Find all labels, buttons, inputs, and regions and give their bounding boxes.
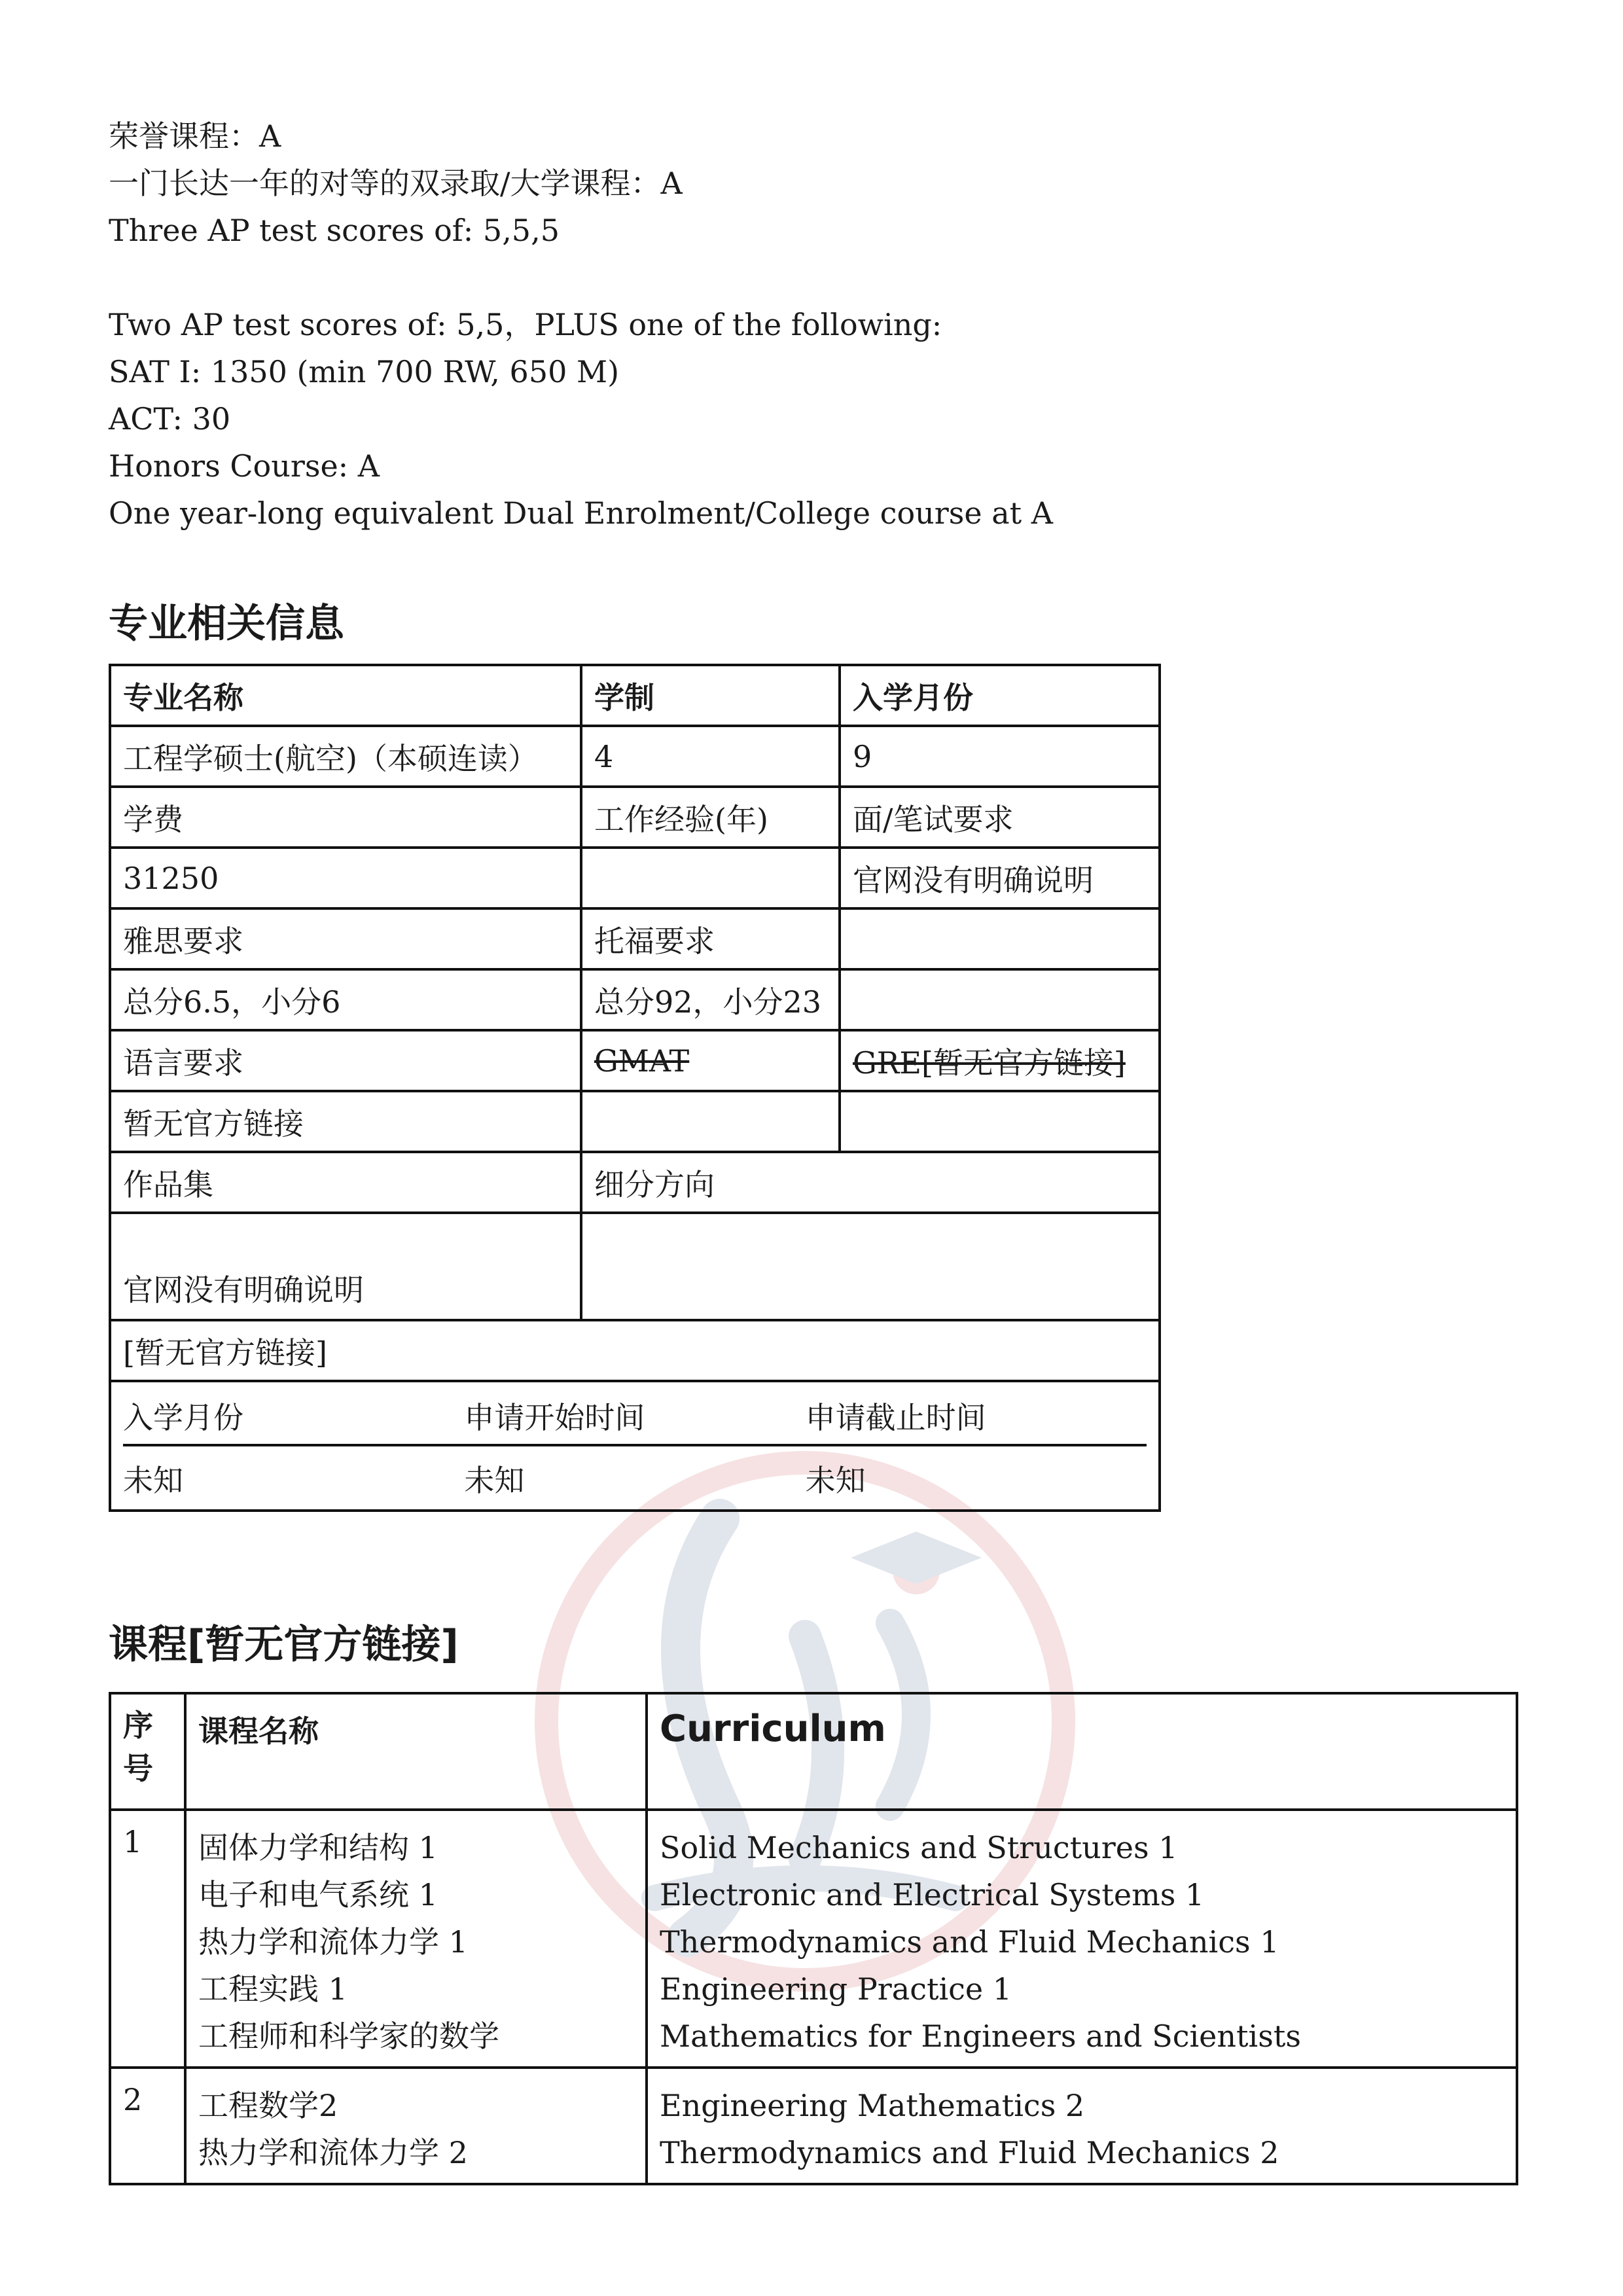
- intro-line: SAT I: 1350 (min 700 RW, 650 M): [109, 354, 620, 389]
- table-row: [110, 908, 1160, 969]
- table-row: [110, 665, 1160, 726]
- dates-header-cell: 申请截止时间: [805, 1400, 986, 1435]
- course-cn-item: 热力学和流体力学 2: [198, 2135, 468, 2170]
- table-cell: [840, 1091, 1160, 1152]
- course-cn-list: [185, 1810, 647, 2068]
- table-cell: 暂无官方链接: [110, 1091, 581, 1152]
- course-cn-item: 工程实践 1: [198, 1971, 348, 2007]
- course-en-item: Thermodynamics and Fluid Mechanics 1: [660, 1924, 1279, 1960]
- course-name-header: 课程名称: [185, 1693, 647, 1810]
- course-en-list: [647, 1810, 1517, 2068]
- table-row: [110, 1213, 1160, 1320]
- intro-line: ACT: 30: [109, 401, 231, 437]
- table-cell: 4: [581, 726, 840, 787]
- program-info-title: 专业相关信息: [109, 601, 344, 647]
- course-cn-item: 固体力学和结构 1: [198, 1830, 438, 1865]
- link-note: [暂无官方链接]: [110, 1320, 1160, 1381]
- course-no: 2: [110, 2068, 185, 2184]
- course-table: [109, 1692, 1518, 2185]
- table-header-cell: 入学月份: [840, 665, 1160, 726]
- table-row: [110, 969, 1160, 1030]
- table-cell: [581, 1091, 840, 1152]
- table-cell: 总分6.5，小分6: [110, 969, 581, 1030]
- portfolio-value: 官网没有明确说明: [110, 1213, 581, 1320]
- table-row: [110, 848, 1160, 908]
- gre-cell: GRE[暂无官方链接]: [840, 1030, 1160, 1091]
- gmat-cell: GMAT: [581, 1030, 840, 1091]
- table-row: [110, 1381, 1160, 1511]
- table-row: [110, 787, 1160, 848]
- table-cell: 官网没有明确说明: [840, 848, 1160, 908]
- portfolio-label: 作品集: [110, 1152, 581, 1213]
- dates-value-cell: 未知: [123, 1463, 183, 1498]
- course-en-item: Mathematics for Engineers and Scientists: [660, 2018, 1301, 2054]
- course-en-item: Engineering Mathematics 2: [660, 2088, 1085, 2123]
- course-en-item: Electronic and Electrical Systems 1: [660, 1877, 1205, 1912]
- table-cell: [840, 969, 1160, 1030]
- course-cn-list: [185, 2068, 647, 2184]
- table-cell: 工作经验(年): [581, 787, 840, 848]
- direction-label: 细分方向: [581, 1152, 1160, 1213]
- curriculum-header: Curriculum: [647, 1693, 1517, 1810]
- dates-header-cell: 申请开始时间: [464, 1400, 645, 1435]
- course-section-title: 课程[暂无官方链接]: [109, 1622, 459, 1668]
- table-header-cell: 学制: [581, 665, 840, 726]
- table-row: [110, 1693, 1517, 1810]
- course-no: 1: [110, 1810, 185, 2068]
- course-en-list: [647, 2068, 1517, 2184]
- table-row: [110, 1152, 1160, 1213]
- table-row: [110, 2068, 1517, 2184]
- dates-value-row: [123, 1446, 1147, 1509]
- table-row: [110, 1320, 1160, 1381]
- table-cell: 9: [840, 726, 1160, 787]
- intro-line: One year-long equivalent Dual Enrolment/College course at A: [109, 495, 1053, 531]
- table-cell: [581, 848, 840, 908]
- table-cell: 托福要求: [581, 908, 840, 969]
- dates-value-cell: 未知: [464, 1463, 525, 1498]
- intro-line: 荣誉课程：A: [109, 118, 281, 154]
- table-header-cell: 专业名称: [110, 665, 581, 726]
- course-cn-item: 热力学和流体力学 1: [198, 1924, 468, 1960]
- table-cell: 31250: [110, 848, 581, 908]
- table-row: [110, 1810, 1517, 2068]
- course-cn-item: 工程数学2: [198, 2088, 338, 2123]
- course-no-header: 序号: [110, 1693, 185, 1810]
- intro-line: Three AP test scores of: 5,5,5: [109, 213, 560, 248]
- course-cn-item: 工程师和科学家的数学: [198, 2018, 499, 2054]
- table-cell: 语言要求: [110, 1030, 581, 1091]
- intro-line: 一门长达一年的对等的双录取/大学课程：A: [109, 166, 683, 201]
- program-info-table: [109, 664, 1161, 1512]
- dates-header-row: [123, 1382, 1147, 1446]
- table-cell: [840, 908, 1160, 969]
- table-row: [110, 1091, 1160, 1152]
- course-en-item: Engineering Practice 1: [660, 1971, 1012, 2007]
- admission-requirements: [109, 113, 1053, 537]
- table-cell: 面/笔试要求: [840, 787, 1160, 848]
- table-row: [110, 1030, 1160, 1091]
- course-cn-item: 电子和电气系统 1: [198, 1877, 438, 1912]
- direction-value: [581, 1213, 1160, 1320]
- application-dates: [110, 1381, 1160, 1511]
- intro-blank-line: [109, 254, 1053, 301]
- course-en-item: Solid Mechanics and Structures 1: [660, 1830, 1178, 1865]
- intro-line: Honors Course: A: [109, 448, 380, 484]
- table-cell: 雅思要求: [110, 908, 581, 969]
- dates-header-cell: 入学月份: [123, 1400, 243, 1435]
- dates-value-cell: 未知: [805, 1463, 866, 1498]
- table-cell: 总分92，小分23: [581, 969, 840, 1030]
- table-cell: 学费: [110, 787, 581, 848]
- intro-line: Two AP test scores of: 5,5，PLUS one of the following:: [109, 307, 942, 342]
- table-cell: 工程学硕士(航空)（本硕连读）: [110, 726, 581, 787]
- table-row: [110, 726, 1160, 787]
- course-en-item: Thermodynamics and Fluid Mechanics 2: [660, 2135, 1279, 2170]
